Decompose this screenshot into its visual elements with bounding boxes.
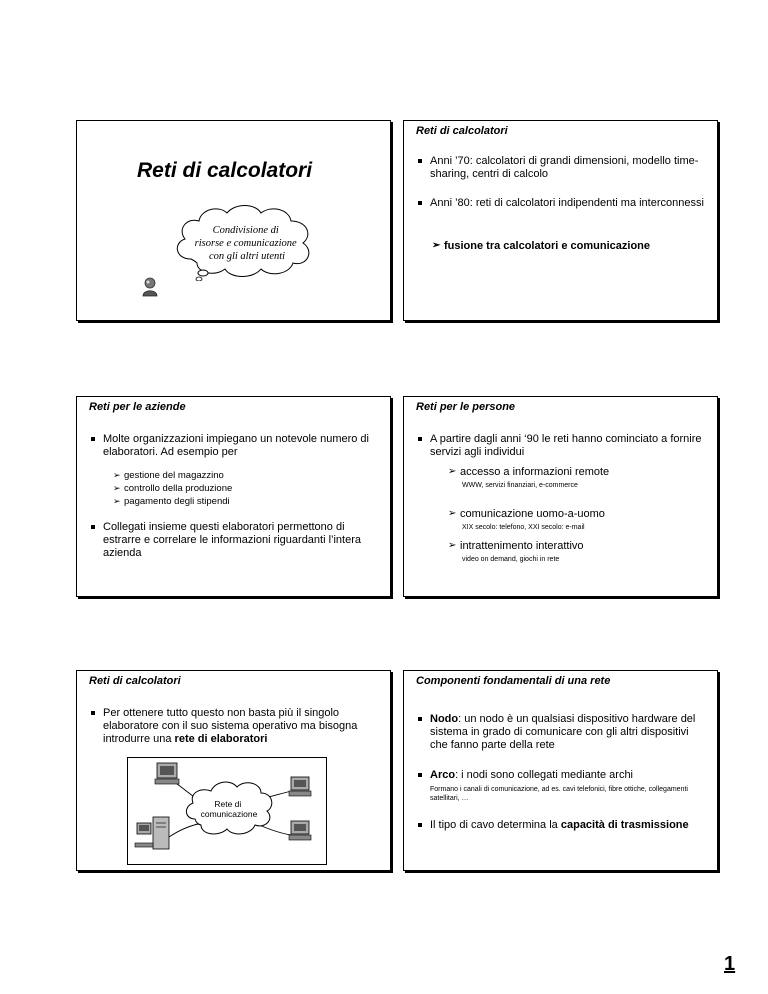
computer-icon-top-right xyxy=(289,777,311,796)
computer-icon-bottom-right xyxy=(289,821,311,840)
sub-fusione: ➢ fusione tra calcolatori e comunicazione xyxy=(432,239,650,253)
page-number: 1 xyxy=(724,953,736,975)
nodo-term: Nodo xyxy=(430,713,459,725)
arco-text: : i nodi sono collegati mediante archi xyxy=(455,769,634,781)
arco-detail: Formano i canali di comunicazione, ad es. cavi telefonici, fibre ottiche, collegamenti satellitari, … xyxy=(430,786,688,802)
bullet-collegati: Collegati insieme questi elaboratori permettono di estrarre e correlare le informazioni riguardanti l’intera azienda xyxy=(91,521,380,560)
item-intrattenimento: ➢ intrattenimento interattivo xyxy=(448,539,584,553)
detail-accesso: WWW, servizi finanziari, e-commerce xyxy=(462,482,578,489)
slide-5 xyxy=(76,670,391,871)
bullet-anni-70: Anni ’70: calcolatori di grandi dimensioni, modello time-sharing, centri di calcolo xyxy=(418,155,707,181)
detail-intrattenimento: video on demand, giochi in rete xyxy=(462,556,560,563)
arco-term: Arco xyxy=(430,769,456,781)
bullet-anni-80: Anni ’80: reti di calcolatori indipendenti ma interconnessi xyxy=(418,197,707,210)
slide-6 xyxy=(403,670,718,871)
slide-1 xyxy=(76,120,391,321)
cloud-line-2: risorse e comunicazione xyxy=(194,238,297,249)
bullet-organizzazioni: Molte organizzazioni impiegano un notevole numero di elaboratori. Ad esempio per xyxy=(91,433,380,459)
nodo-text: : un nodo è un qualsiasi dispositivo hardware del sistema in grado di comunicare con gli altri dispositivi che fanno parte della rete xyxy=(430,713,696,751)
person-figure xyxy=(141,277,159,297)
cavo-text: Il tipo di cavo determina la xyxy=(430,819,561,831)
cloud-line-comunicazione: comunicazione xyxy=(200,809,258,819)
slide-2-title: Reti di calcolatori xyxy=(416,125,508,137)
slide-3 xyxy=(76,396,391,597)
computer-icon-top-left xyxy=(155,763,179,784)
cavo-bold: capacità di trasmissione xyxy=(560,819,689,831)
slide-3-title: Reti per le aziende xyxy=(89,401,186,413)
bullet-cavo xyxy=(418,819,707,832)
item-accesso: ➢ accesso a informazioni remote xyxy=(448,465,609,479)
bullet-text: Per ottenere tutto questo non basta più il singolo elaboratore con il suo sistema operativo ma bisogna introdurre una xyxy=(103,707,358,745)
bullet-per-ottenere xyxy=(91,707,380,746)
slide-4-title: Reti per le persone xyxy=(416,401,516,413)
thought-cloud xyxy=(169,201,319,281)
slide-1-title: Reti di calcolatori xyxy=(137,159,313,182)
bullet-nodo xyxy=(418,713,707,752)
network-diagram xyxy=(127,757,327,865)
sub-item-magazzino: ➢ gestione del magazzino xyxy=(113,469,232,482)
item-comunicazione: ➢ comunicazione uomo-a-uomo xyxy=(448,507,605,521)
cloud-line-3: con gli altri utenti xyxy=(208,251,286,262)
bullet-anni-90: A partire dagli anni ‘90 le reti hanno cominciato a fornire servizi agli individui xyxy=(418,433,707,459)
slide-4 xyxy=(403,396,718,597)
sub-item-stipendi: ➢ pagamento degli stipendi xyxy=(113,495,232,508)
slide-5-title: Reti di calcolatori xyxy=(89,675,181,687)
cloud-line-rete: Rete di xyxy=(214,799,242,809)
sub-item-produzione: ➢ controllo della produzione xyxy=(113,482,232,495)
bullet-arco xyxy=(418,769,707,803)
bullet-bold-text: rete di elaboratori xyxy=(174,733,268,745)
slide-6-title: Componenti fondamentali di una rete xyxy=(416,675,611,687)
detail-comunicazione: XIX secolo: telefono, XXI secolo: e-mail xyxy=(462,524,585,531)
slide-2 xyxy=(403,120,718,321)
cloud-line-1: Condivisione di xyxy=(212,225,279,236)
